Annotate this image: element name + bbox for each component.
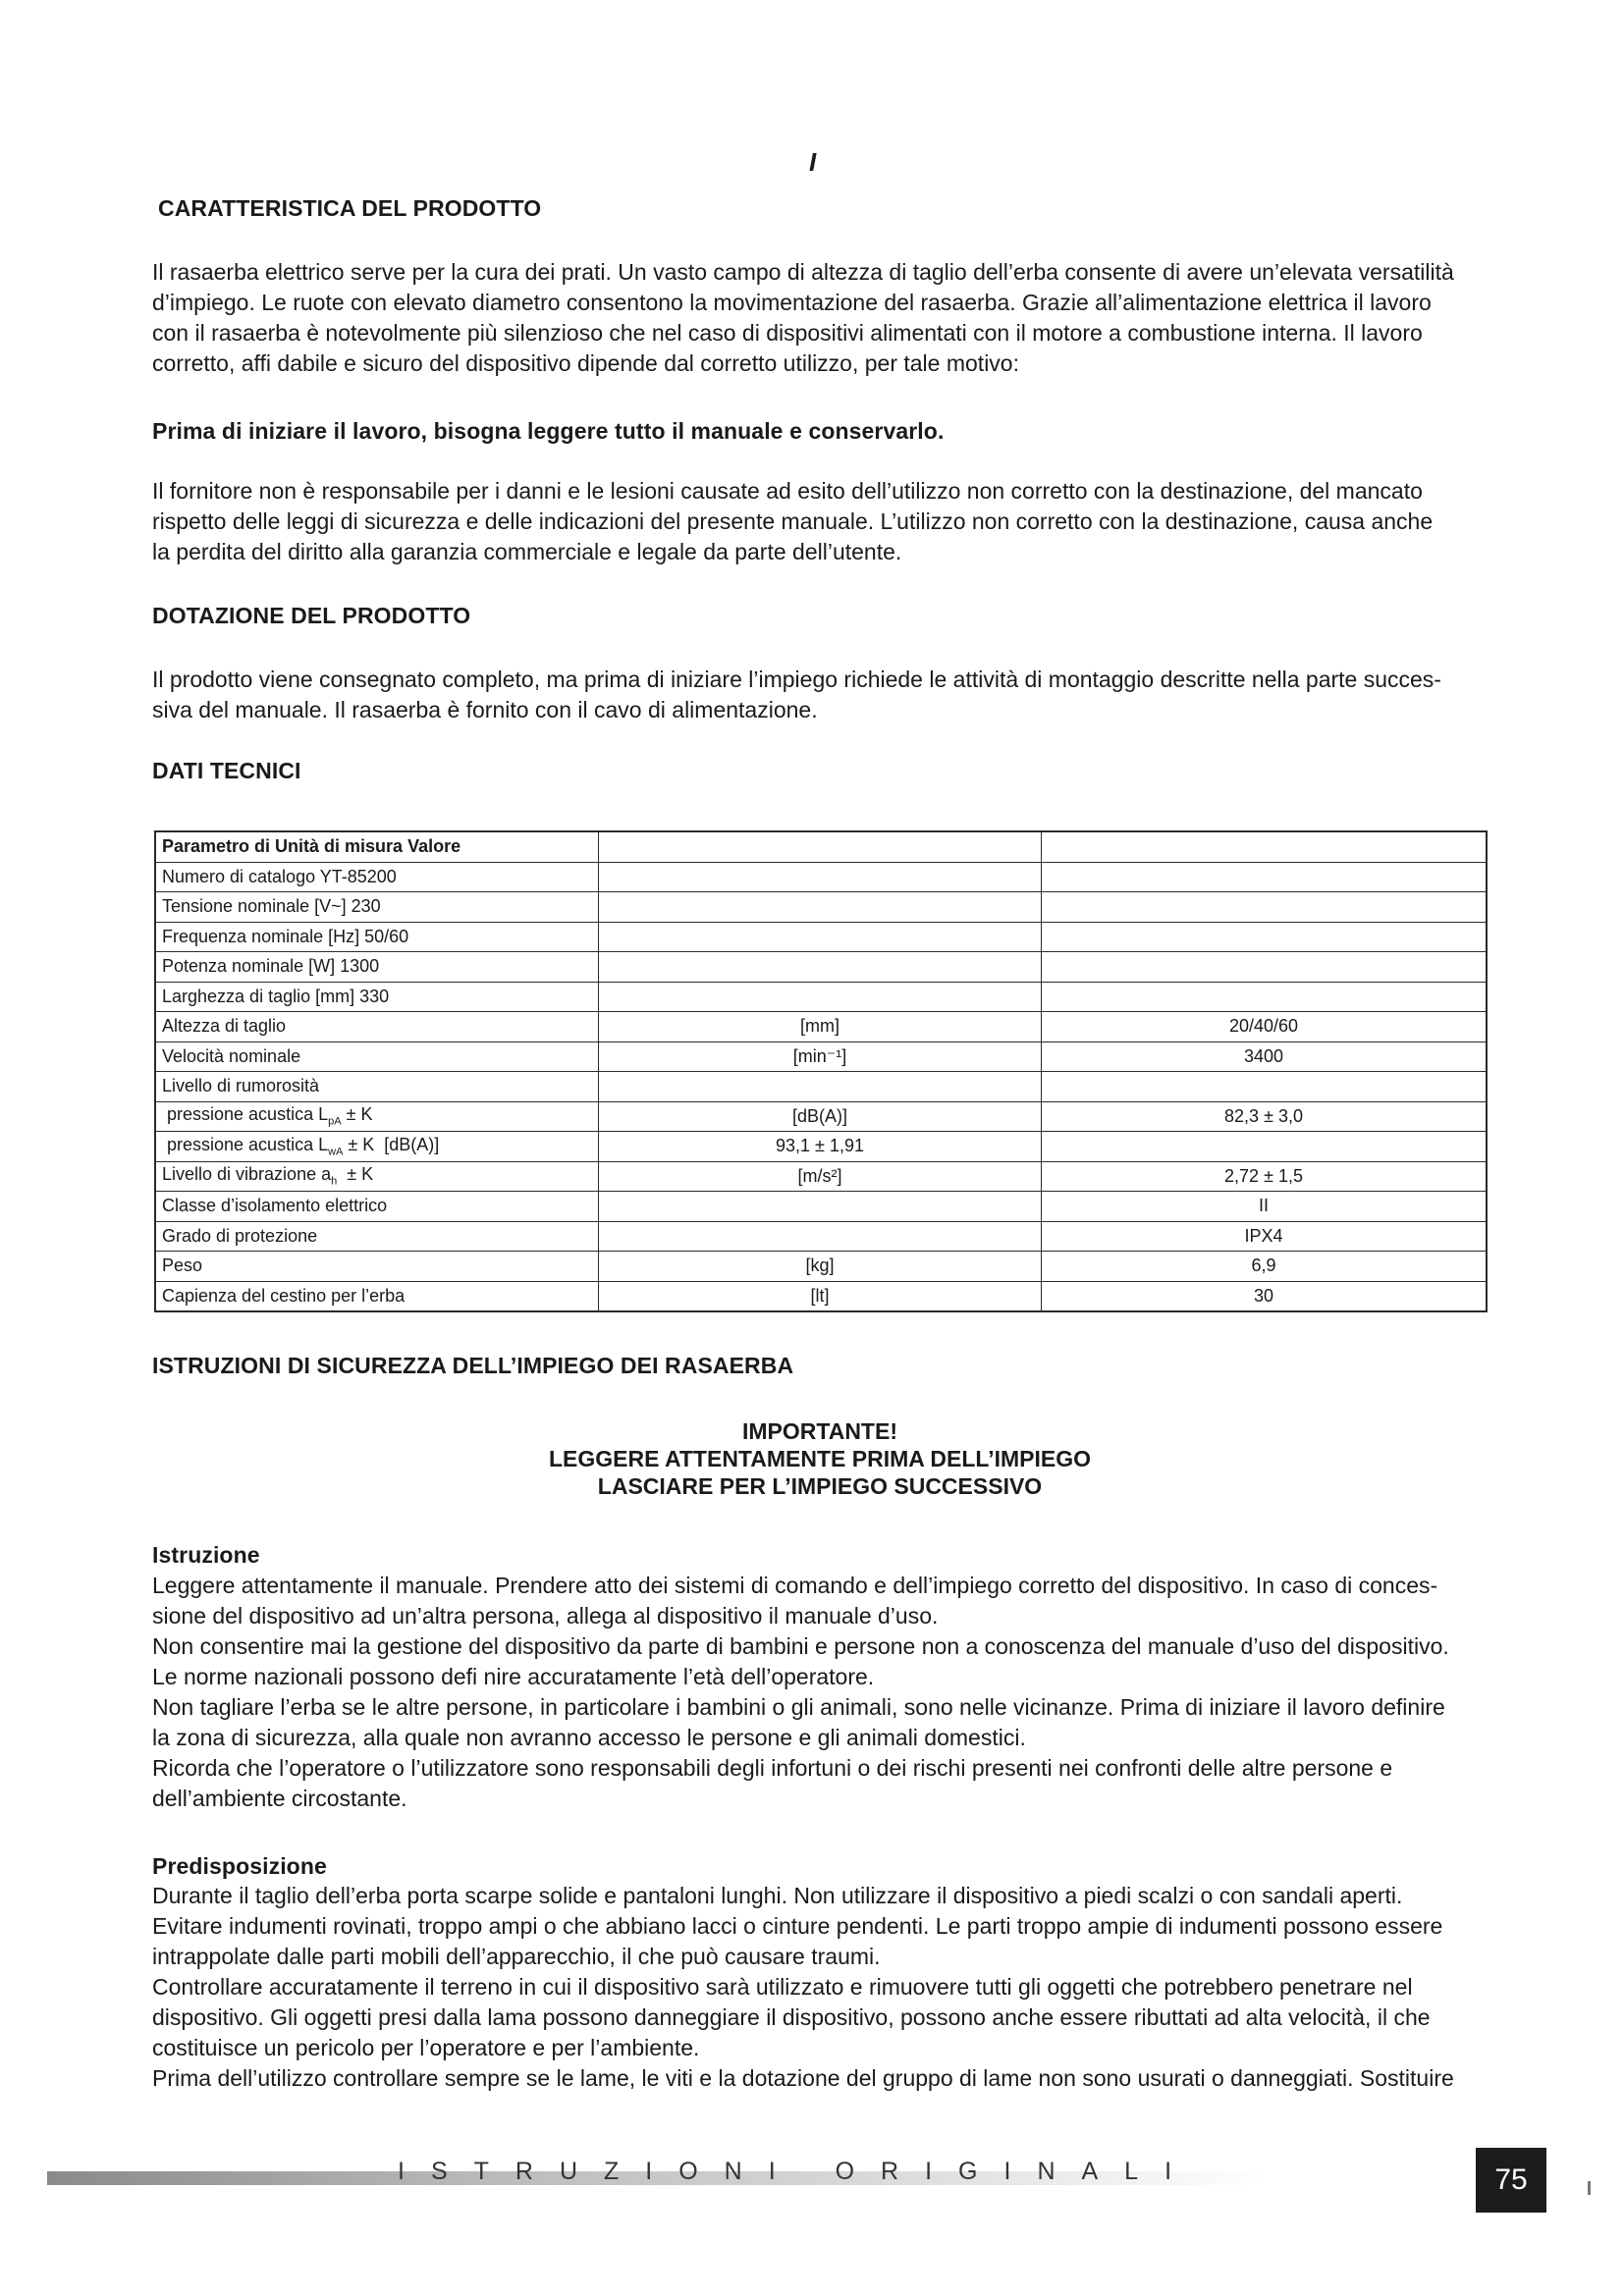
- cell-text: Parametro di Unità di misura Valore: [162, 836, 461, 857]
- table-cell: [1042, 1132, 1488, 1162]
- table-cell: 30: [1042, 1281, 1488, 1311]
- table-cell: [155, 892, 599, 923]
- table-cell: [155, 922, 599, 952]
- table-row: [155, 1192, 1487, 1222]
- table-cell: [155, 1221, 599, 1252]
- text-line: Controllare accuratamente il terreno in cui il dispositivo sarà utilizzato e rimuovere tutti gli oggetti che potrebbero penetrare nel: [152, 1974, 1413, 2000]
- paragraph-istruzione: [152, 1571, 1488, 1814]
- table-cell: [599, 952, 1042, 983]
- text-line: Prima dell’utilizzo controllare sempre se le lame, le viti e la dotazione del gruppo di lame non sono usurati o danneggiati. Sostituire: [152, 2065, 1454, 2091]
- text-line: corretto, affi dabile e sicuro del dispositivo dipende dal corretto utilizzo, per tale motivo:: [152, 350, 1019, 376]
- table-row: [155, 1101, 1487, 1132]
- cell-text-suffix: ± K [dB(A)]: [343, 1134, 440, 1154]
- paragraph-equipment: [152, 665, 1488, 725]
- table-row: [155, 1041, 1487, 1072]
- table-cell: [599, 922, 1042, 952]
- paragraph-lines: [152, 1881, 1454, 2094]
- paragraph-liability: [152, 476, 1488, 567]
- text-line: costituisce un pericolo per l’operatore e per l’ambiente.: [152, 2035, 700, 2060]
- table-cell: [1042, 892, 1488, 923]
- table-cell: [mm]: [599, 1012, 1042, 1042]
- cell-text-suffix: ± K: [341, 1104, 373, 1125]
- table-cell: [1042, 831, 1488, 862]
- text-line: d’impiego. Le ruote con elevato diametro consentono la movimentazione del rasaerba. Grazie all’alimentazione elettrica il lavoro: [152, 290, 1432, 315]
- table-row: [155, 862, 1487, 892]
- language-mark: I: [809, 147, 817, 177]
- table-cell: [155, 1012, 599, 1042]
- table-cell: [599, 982, 1042, 1012]
- table-cell: [1042, 1072, 1488, 1102]
- important-line: IMPORTANTE!: [741, 1418, 897, 1444]
- paragraph-lines: [152, 257, 1454, 379]
- text-line: Il fornitore non è responsabile per i danni e le lesioni causate ad esito dell’utilizzo non corretto con la destinazione, del mancato: [152, 478, 1423, 504]
- section-title-safety: ISTRUZIONI DI SICUREZZA DELL’IMPIEGO DEI RASAERBA: [152, 1353, 794, 1378]
- text-line: sione del dispositivo ad un’altra persona, allega al dispositivo il manuale d’uso.: [152, 1603, 939, 1629]
- text-line: Non tagliare l’erba se le altre persone, in particolare i bambini o gli animali, sono nelle vicinanze. Prima di iniziare il lavoro definire: [152, 1694, 1445, 1720]
- cell-text: Tensione nominale [V~] 230: [162, 896, 381, 917]
- cell-text: pressione acustica L: [162, 1104, 329, 1125]
- table-cell: [599, 1072, 1042, 1102]
- table-cell: [155, 1281, 599, 1311]
- text-line: la zona di sicurezza, alla quale non avranno accesso le persone e gli animali domestici.: [152, 1725, 1026, 1750]
- table-cell: [155, 952, 599, 983]
- subsection-title-istruzione: Istruzione: [152, 1542, 260, 1568]
- table-cell: [m/s²]: [599, 1161, 1042, 1192]
- text-line: la perdita del diritto alla garanzia commerciale e legale da parte dell’utente.: [152, 539, 902, 564]
- cell-subscript: h: [331, 1176, 338, 1189]
- table-row: [155, 1281, 1487, 1311]
- table-row: [155, 1012, 1487, 1042]
- table-row: [155, 922, 1487, 952]
- cell-text: Larghezza di taglio [mm] 330: [162, 986, 390, 1006]
- table-cell: 2,72 ± 1,5: [1042, 1161, 1488, 1192]
- text-line: Ricorda che l’operatore o l’utilizzatore sono responsabili degli infortuni o dei rischi presenti nei confronti delle altre persone e: [152, 1755, 1393, 1781]
- table-cell: [155, 1252, 599, 1282]
- text-line: Il rasaerba elettrico serve per la cura dei prati. Un vasto campo di altezza di taglio dell’erba consente di avere un’elevata versatilità: [152, 259, 1454, 285]
- cell-subscript: wA: [328, 1146, 344, 1158]
- text-line: con il rasaerba è notevolmente più silenzioso che nel caso di dispositivi alimentati con il motore a combustione interna. Il lavoro: [152, 320, 1423, 346]
- cell-text: Velocità nominale: [162, 1045, 301, 1066]
- section-title-tech: DATI TECNICI: [152, 758, 301, 783]
- section-title-product: CARATTERISTICA DEL PRODOTTO: [158, 195, 542, 221]
- table-cell: [155, 1072, 599, 1102]
- footer-original-instructions: ISTRUZIONI ORIGINALI: [398, 2158, 1199, 2185]
- text-line: Il prodotto viene consegnato completo, ma prima di iniziare l’impiego richiede le attività di montaggio descritte nella parte succes-: [152, 667, 1441, 692]
- text-line: dispositivo. Gli oggetti presi dalla lama possono danneggiare il dispositivo, possono anche essere ributtati ad alta velocità, il che: [152, 2004, 1431, 2030]
- table-cell: II: [1042, 1192, 1488, 1222]
- table-cell: [155, 1132, 599, 1162]
- table-cell: 20/40/60: [1042, 1012, 1488, 1042]
- cell-text: Peso: [162, 1255, 203, 1276]
- table-cell: [155, 862, 599, 892]
- technical-data-table: [154, 830, 1488, 1312]
- table-cell: [dB(A)]: [599, 1101, 1042, 1132]
- cell-text: Potenza nominale [W] 1300: [162, 956, 380, 977]
- table-row: [155, 1221, 1487, 1252]
- text-line: siva del manuale. Il rasaerba è fornito con il cavo di alimentazione.: [152, 697, 818, 722]
- cell-text: Altezza di taglio: [162, 1016, 287, 1037]
- table-cell: [kg]: [599, 1252, 1042, 1282]
- table-cell: [155, 1192, 599, 1222]
- text-line: dell’ambiente circostante.: [152, 1786, 407, 1811]
- table-cell: [1042, 862, 1488, 892]
- cell-text: Grado di protezione: [162, 1225, 318, 1246]
- paragraph-product: [152, 257, 1488, 379]
- page-number: 75: [1476, 2148, 1546, 2213]
- table-cell: 82,3 ± 3,0: [1042, 1101, 1488, 1132]
- table-cell: [155, 982, 599, 1012]
- table-cell: [155, 1101, 599, 1132]
- cell-text: pressione acustica L: [162, 1134, 329, 1154]
- table-cell: [lt]: [599, 1281, 1042, 1311]
- text-line: Le norme nazionali possono defi nire accuratamente l’età dell’operatore.: [152, 1664, 875, 1689]
- table-cell: [599, 831, 1042, 862]
- table-row: [155, 982, 1487, 1012]
- table-cell: [599, 1192, 1042, 1222]
- paragraph-lines: [152, 476, 1433, 567]
- paragraph-predisposizione: [152, 1881, 1488, 2094]
- text-line: Non consentire mai la gestione del dispositivo da parte di bambini e persone non a conoscenza del manuale d’uso del dispositivo.: [152, 1633, 1449, 1659]
- table-cell: IPX4: [1042, 1221, 1488, 1252]
- text-line: intrappolate dalle parti mobili dell’apparecchio, il che può causare traumi.: [152, 1944, 881, 1969]
- page-edge-mark: [1588, 2181, 1591, 2195]
- table-row: [155, 1161, 1487, 1192]
- table-cell: [155, 1161, 599, 1192]
- table-row: [155, 831, 1487, 862]
- table-cell: [min⁻¹]: [599, 1041, 1042, 1072]
- table-cell: 3400: [1042, 1041, 1488, 1072]
- table-cell: [599, 1221, 1042, 1252]
- important-line: LASCIARE PER L’IMPIEGO SUCCESSIVO: [597, 1473, 1043, 1499]
- paragraph-lines: [152, 1571, 1449, 1814]
- table-cell: [1042, 982, 1488, 1012]
- cell-text: Capienza del cestino per l’erba: [162, 1285, 406, 1306]
- cell-text-suffix: ± K: [337, 1164, 374, 1185]
- cell-subscript: pA: [328, 1116, 342, 1129]
- table-cell: 6,9: [1042, 1252, 1488, 1282]
- table-row: [155, 1072, 1487, 1102]
- important-notice: [152, 1417, 1488, 1500]
- text-line: Durante il taglio dell’erba porta scarpe solide e pantaloni lunghi. Non utilizzare il dispositivo a piedi scalzi o con sandali aperti.: [152, 1883, 1403, 1908]
- text-line: Evitare indumenti rovinati, troppo ampi o che abbiano lacci o cinture pendenti. Le parti troppo ampie di indumenti possono essere: [152, 1913, 1443, 1939]
- table-row: [155, 952, 1487, 983]
- cell-text: Classe d’isolamento elettrico: [162, 1196, 388, 1216]
- paragraph-lines: [152, 665, 1441, 725]
- table-cell: 93,1 ± 1,91: [599, 1132, 1042, 1162]
- subsection-title-predisposizione: Predisposizione: [152, 1853, 327, 1879]
- table-cell: [1042, 922, 1488, 952]
- table-cell: [155, 1041, 599, 1072]
- table-cell: [1042, 952, 1488, 983]
- cell-text: Livello di rumorosità: [162, 1076, 320, 1096]
- cell-text: Frequenza nominale [Hz] 50/60: [162, 926, 409, 946]
- table-row: [155, 1252, 1487, 1282]
- cell-text: Numero di catalogo YT-85200: [162, 866, 397, 886]
- table-cell: [599, 892, 1042, 923]
- section-title-equipment: DOTAZIONE DEL PRODOTTO: [152, 603, 471, 628]
- read-manual-notice: Prima di iniziare il lavoro, bisogna leggere tutto il manuale e conservarlo.: [152, 418, 945, 444]
- table-row: [155, 892, 1487, 923]
- text-line: rispetto delle leggi di sicurezza e delle indicazioni del presente manuale. L’utilizzo non corretto con la destinazione, causa anche: [152, 508, 1434, 534]
- important-line: LEGGERE ATTENTAMENTE PRIMA DELL’IMPIEGO: [548, 1446, 1091, 1471]
- table-cell: [599, 862, 1042, 892]
- text-line: Leggere attentamente il manuale. Prendere atto dei sistemi di comando e dell’impiego corretto del dispositivo. In caso di conces-: [152, 1573, 1438, 1598]
- table-cell: [155, 831, 599, 862]
- table-row: [155, 1132, 1487, 1162]
- cell-text: Livello di vibrazione a: [162, 1164, 332, 1185]
